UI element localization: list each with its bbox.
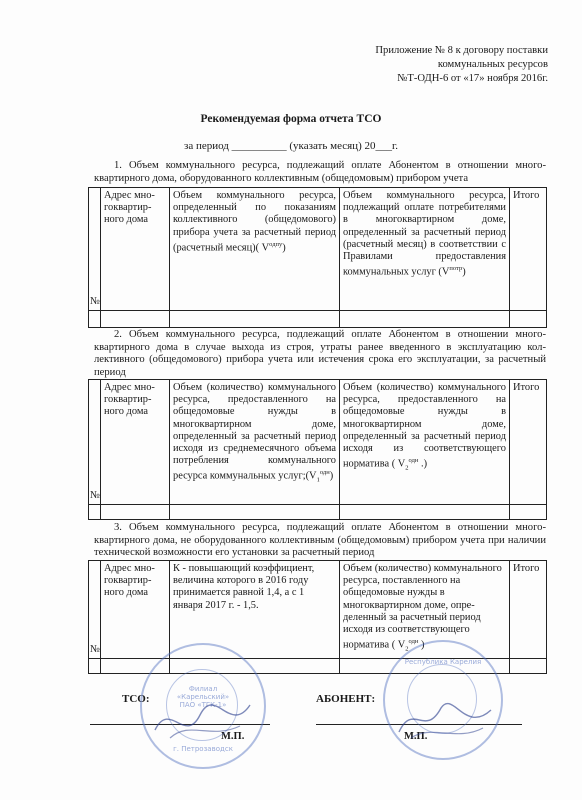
col-address: Адрес многоквартирного дома [101,380,170,505]
abonent-label: АБОНЕНТ: [316,693,376,705]
tso-stamp-center: Филиал «Карельский» ПАО «ТГК-1» [176,685,230,709]
section-1-text: 1. Объем коммунального ресурса, подлежащий оплате Абонентом в отношении многоквартирного дома, оборудованного коллективным (общедомовым) прибором учета [94,160,546,184]
appendix-line-1: Приложение № 8 к договору поставки [375,45,548,56]
col-total: Итого [510,380,547,505]
col-number: № [89,188,101,311]
appendix-line-2: коммунальных ресурсов [437,59,548,70]
table-header-row [89,188,547,311]
tso-label: ТСО: [122,693,150,705]
col-number: № [89,380,101,505]
col-average-volume: Объем (количество) коммунального ресурса, предоставленного на общедомовые нужды в многоквартирном доме, определенный за расчетный период исходя из среднемесячного объема потребления коммунального ресурса коммунальных $услуг;(V_1^{одн})$ [170,380,340,505]
table-header-row [89,380,547,505]
section-1-table [88,187,547,328]
col-address: Адрес многоквартирного дома [101,188,170,311]
tso-signature-icon [150,690,260,750]
section-3-text: 3. Объем коммунального ресурса, подлежащий оплате Абонентом в отношении многоквартирного дома, не оборудованного коллективным (общедомовым) прибором учета при наличии технической возможности его установки за расчетный период [94,522,546,559]
report-period: за период __________ (указать месяц) 20___г. [183,140,399,152]
col-norm-volume: Объем (количество) коммунального ресурса, предоставленного на общедомовые нужды в многоквартирном доме, определенный за расчетный период исходя из соответствующего норматива ( $V_2^{одн}$ .) [340,380,510,505]
section-2-text: 2. Объем коммунального ресурса, подлежащий оплате Абонентом в отношении многоквартирного дома в случае выхода из строя, утраты ранее введенного в эксплуатацию коллективного (общедомового) прибора учета или истечения срока его эксплуатации, за расчетный период [94,329,546,378]
col-address: Адрес многоквартирного дома [101,561,170,659]
abonent-signature-icon [395,688,505,748]
appendix-line-3: №Т-ОДН-6 от «17» ноября 2016г. [397,73,548,84]
col-norm-volume: Объем (количество) коммунального ресурса, поставленного на общедомовые нужды в многоквартирном доме, определенный за расчетный период исходя из соответствующего норматива ( $V_2^{одн}$ ) [340,561,510,659]
tso-seal-mark: М.П. [221,731,245,742]
col-number: № [89,561,101,659]
table-row [89,311,547,328]
document-title: Рекомендуемая форма отчета ТСО [200,113,382,125]
col-meter-volume: Объем коммунального ресурса, определенный по показаниям коллективного (общедомового) прибора учета за расчетный период (расчетный месяц)( $V^{одпу}$) [170,188,340,311]
table-header-row [89,561,547,659]
appendix-header [375,44,548,86]
col-consumer-volume: Объем коммунального ресурса, подлежащий оплате потребителями в многоквартирном доме, определенный за расчетный период (расчетный месяц) в соответствии с Правилами предоставления коммунальных услуг $(V^{потр})$ [340,188,510,311]
abonent-stamp-region: Республика Карелия [404,658,482,666]
col-total: Итого [510,188,547,311]
table-row [89,505,547,520]
col-coefficient: К - повышающий коэффициент, величина которого в 2016 году принимается равной 1,4, а с 1 января 2017 г. - 1,5. [170,561,340,659]
tso-stamp-city: г. Петрозаводск [173,745,233,753]
col-total: Итого [510,561,547,659]
abonent-seal-mark: М.П. [404,731,428,742]
section-2-table [88,379,547,520]
